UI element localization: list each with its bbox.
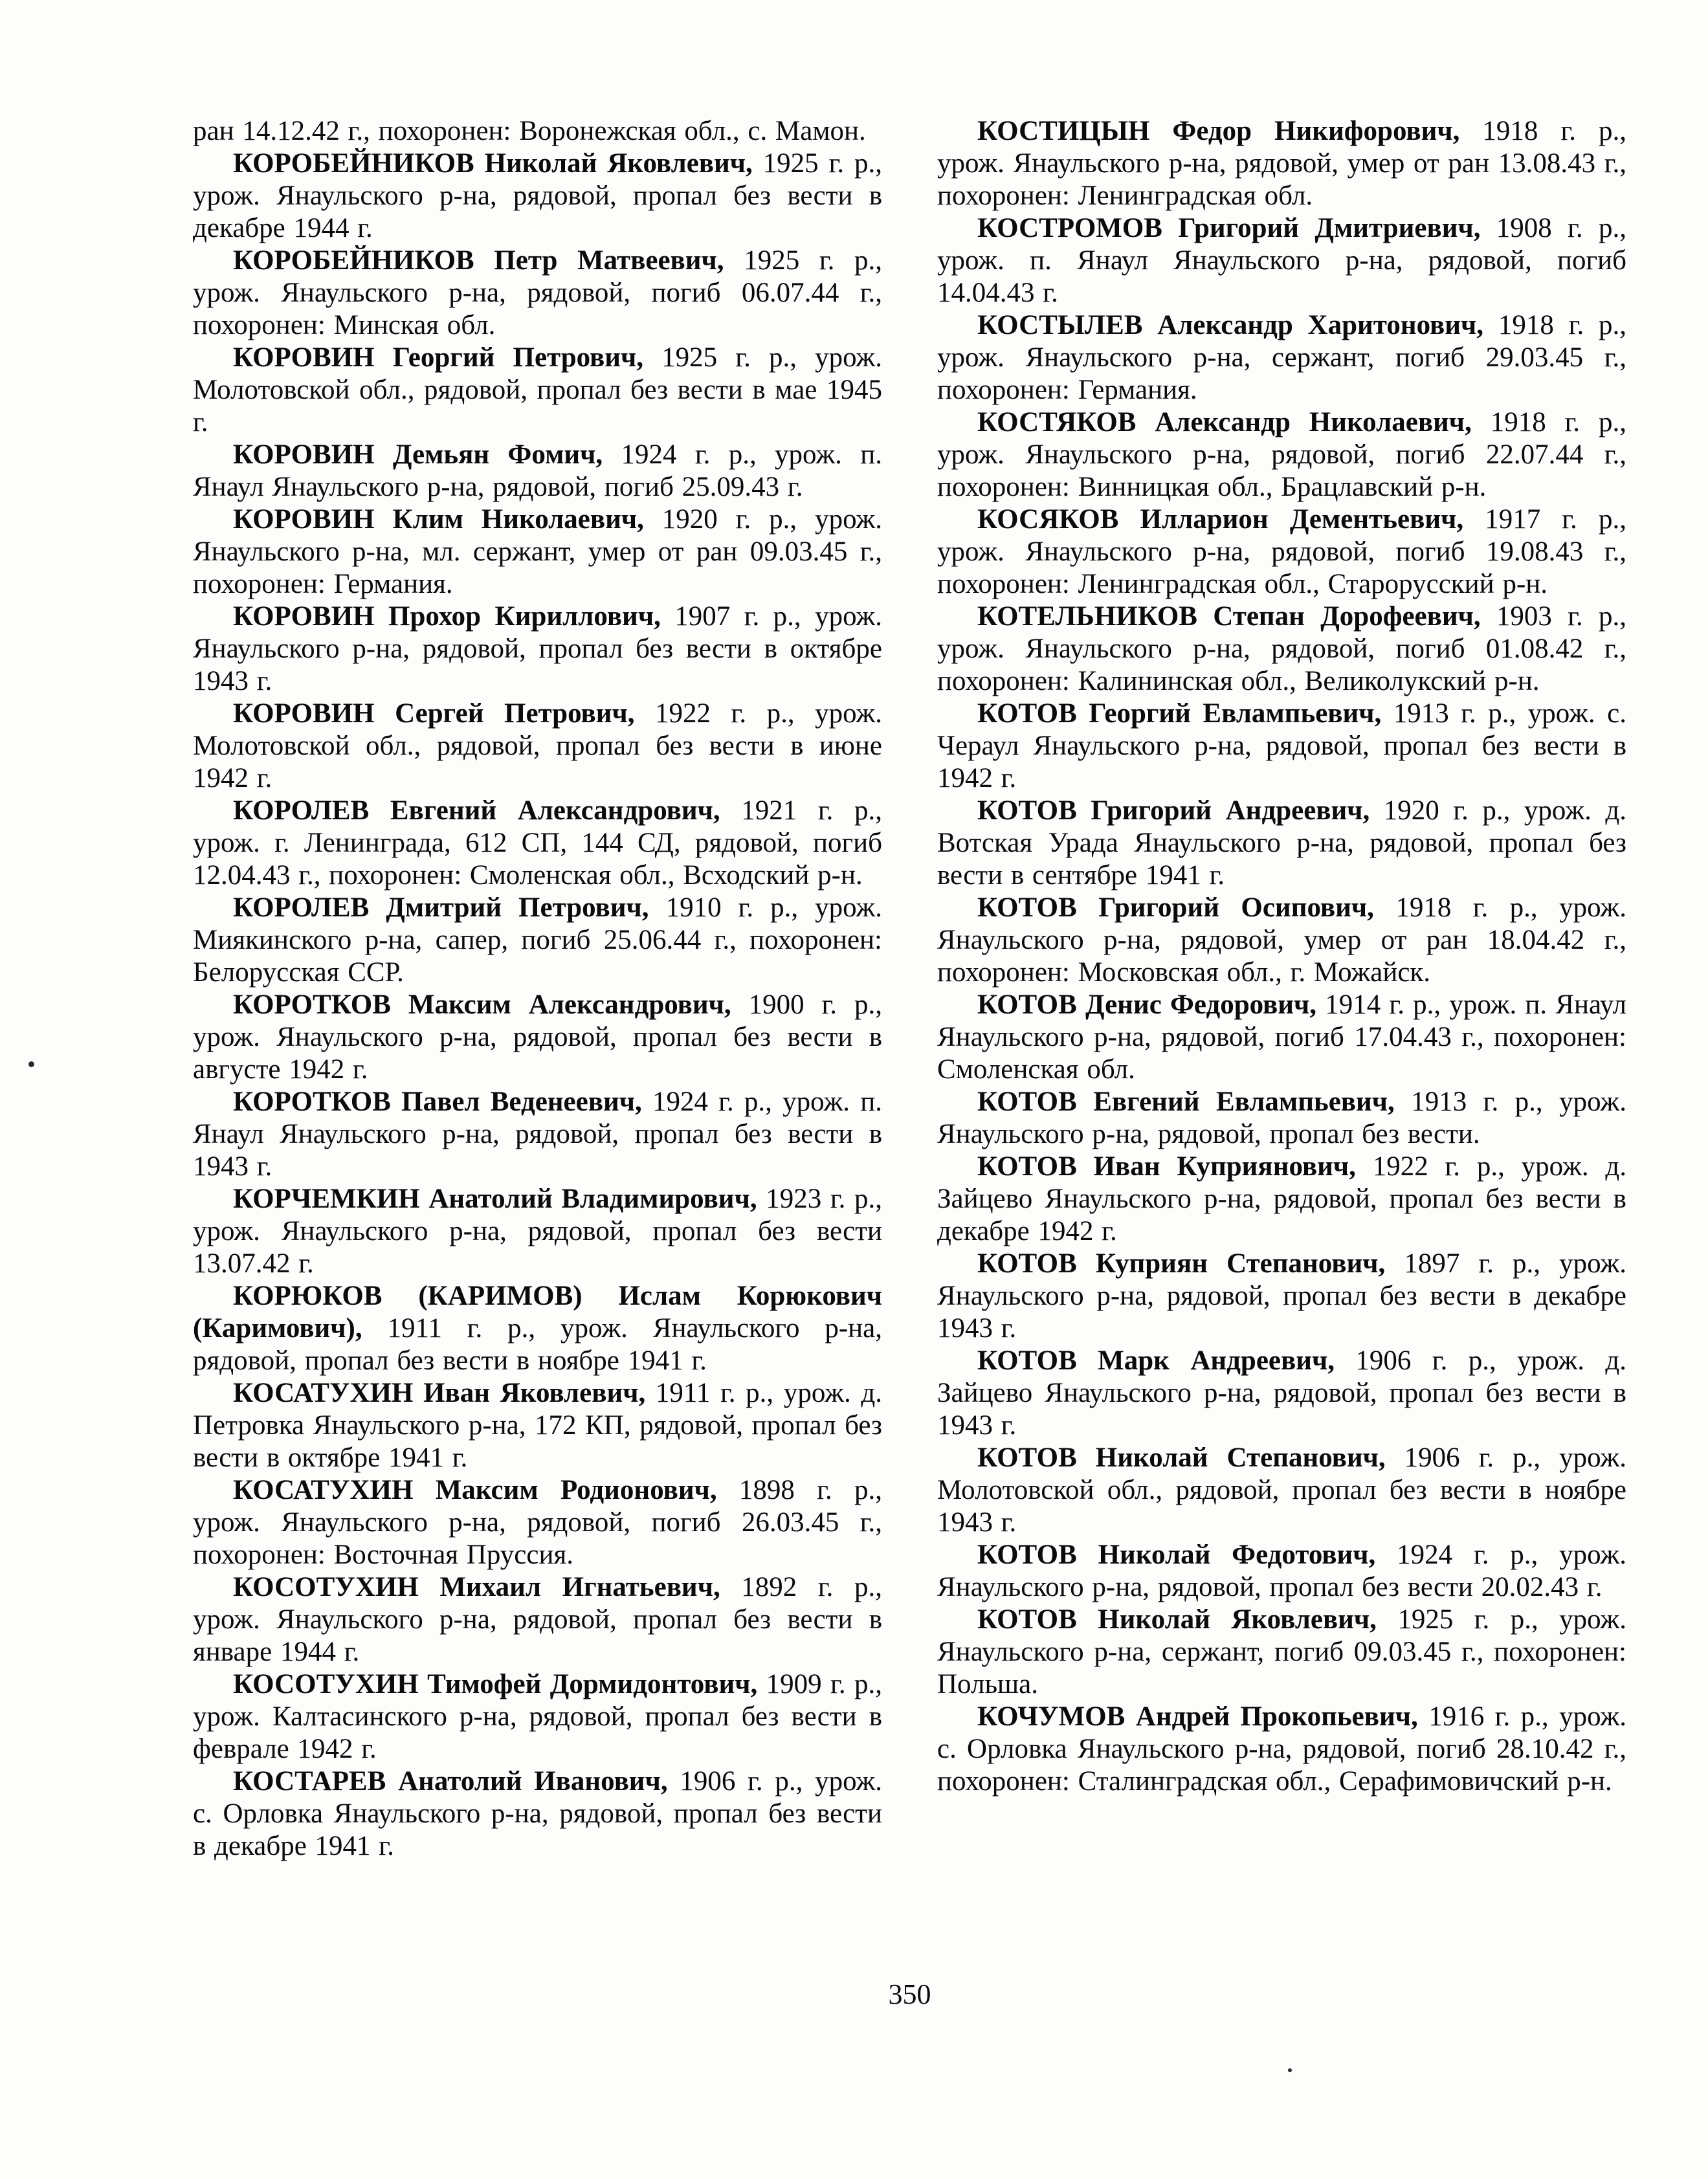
memorial-entry <box>937 1345 1626 1442</box>
entry-text: 1924 г. р., урож. Янаульского р-на, рядовой, пропал без вести 20.02.43 г. <box>937 1540 1626 1602</box>
entry-name: КОРОБЕЙНИКОВ Петр Матвеевич, <box>233 245 724 276</box>
entry-name: КОРОВИН Клим Николаевич, <box>233 504 644 535</box>
text-columns <box>193 115 1626 1863</box>
entry-text: 1925 г. р., урож. Янаульского р-на, рядовой, погиб 06.07.44 г., похоронен: Минская обл. <box>193 245 883 340</box>
entry-name: КОСОТУХИН Тимофей Дормидонтович, <box>233 1669 758 1699</box>
page-number: 350 <box>888 1978 931 2010</box>
memorial-entry <box>193 1571 882 1668</box>
entry-name: КОРОБЕЙНИКОВ Николай Яковлевич, <box>233 148 753 179</box>
entry-name: КОТОВ Георгий Евлампьевич, <box>977 698 1382 729</box>
memorial-entry <box>193 342 882 439</box>
entry-text: 1911 г. р., урож. д. Петровка Янаульского р-на, 172 КП, рядовой, пропал без вести в октябре 1941 г. <box>193 1378 882 1473</box>
entry-name: КОТОВ Григорий Осипович, <box>977 892 1374 923</box>
memorial-entry <box>937 601 1626 698</box>
memorial-entry <box>937 1701 1626 1798</box>
entry-name: КОРЮКОВ (КАРИМОВ) Ислам Корюкович (Каримович), <box>193 1281 882 1344</box>
entry-name: КОРОВИН Прохор Кириллович, <box>233 601 661 632</box>
entry-text: 1921 г. р., урож. г. Ленинграда, 612 СП, 144 СД, рядовой, погиб 12.04.43 г., похоронен: Смоленская обл., Всходский р-н. <box>193 795 882 890</box>
entry-text: 1924 г. р., урож. п. Янаул Янаульского р-на, рядовой, пропал без вести в 1943 г. <box>193 1087 883 1182</box>
entry-name: КОРОВИН Георгий Петрович, <box>233 342 644 373</box>
memorial-entry <box>193 245 882 342</box>
entry-name: КОСТАРЕВ Анатолий Иванович, <box>233 1766 668 1797</box>
memorial-entry <box>193 1668 882 1765</box>
entry-name: КОТОВ Николай Степанович, <box>977 1443 1386 1473</box>
entry-name: КОЧУМОВ Андрей Прокопьевич, <box>977 1701 1418 1732</box>
entry-name: КОТОВ Иван Куприянович, <box>977 1151 1356 1182</box>
entry-text: ран 14.12.42 г., похоронен: Воронежская обл., с. Мамон. <box>193 116 866 146</box>
entry-text: 1906 г. р., урож. д. Зайцево Янаульского р-на, рядовой, пропал без вести в 1943 г. <box>937 1345 1626 1441</box>
memorial-entry <box>937 1539 1626 1604</box>
memorial-entry <box>937 1604 1626 1701</box>
memorial-entry <box>937 1151 1626 1248</box>
scan-speck <box>1288 2068 1292 2072</box>
memorial-entry <box>937 989 1626 1086</box>
scan-speck <box>28 1061 34 1067</box>
entry-name: КОТЕЛЬНИКОВ Степан Дорофеевич, <box>977 601 1481 632</box>
memorial-entry <box>937 892 1626 989</box>
entry-text: 1913 г. р., урож. с. Чераул Янаульского р-на, рядовой, пропал без вести в 1942 г. <box>937 698 1626 793</box>
memorial-entry <box>937 698 1626 795</box>
memorial-entry <box>193 1086 882 1183</box>
entry-name: КОСТЯКОВ Александр Николаевич, <box>977 407 1472 437</box>
memorial-entry <box>937 115 1626 212</box>
entry-text: 1906 г. р., урож. с. Орловка Янаульского р-на, рядовой, пропал без вести в декабре 1941 г. <box>193 1766 882 1861</box>
entry-text: 1922 г. р., урож. Молотовской обл., рядовой, пропал без вести в июне 1942 г. <box>193 698 882 793</box>
memorial-entry <box>937 795 1626 892</box>
memorial-entry <box>193 795 882 892</box>
entry-name: КОСАТУХИН Максим Родионович, <box>233 1475 717 1505</box>
entry-text: 1892 г. р., урож. Янаульского р-на, рядовой, пропал без вести в январе 1944 г. <box>193 1572 882 1667</box>
entry-text: 1925 г. р., урож. Янаульского р-на, сержант, погиб 09.03.45 г., похоронен: Польша. <box>937 1604 1626 1699</box>
entry-text: 1922 г. р., урож. д. Зайцево Янаульского р-на, рядовой, пропал без вести в декабре 1942 г. <box>937 1151 1626 1246</box>
entry-text: 1906 г. р., урож. Молотовской обл., рядовой, пропал без вести в ноябре 1943 г. <box>937 1443 1626 1538</box>
entry-text: 1903 г. р., урож. Янаульского р-на, рядовой, погиб 01.08.42 г., похоронен: Калининская обл., Великолукский р-н. <box>937 601 1626 696</box>
entry-name: КОСТЫЛЕВ Александр Харитонович, <box>977 310 1484 340</box>
entry-text: 1917 г. р., урож. Янаульского р-на, рядовой, погиб 19.08.43 г., похоронен: Ленинградская обл., Старорусский р-н. <box>937 504 1626 599</box>
entry-name: КОТОВ Куприян Степанович, <box>977 1248 1386 1279</box>
entry-text: 1918 г. р., урож. Янаульского р-на, рядовой, умер от ран 13.08.43 г., похоронен: Ленинградская обл. <box>937 116 1626 211</box>
entry-text: 1916 г. р., урож. с. Орловка Янаульского р-на, рядовой, погиб 28.10.42 г., похоронен: Сталинградская обл., Серафимовичский р-н. <box>937 1701 1626 1797</box>
entry-name: КОРОВИН Сергей Петрович, <box>233 698 635 729</box>
memorial-entry <box>193 148 882 245</box>
memorial-entry <box>193 601 882 698</box>
column-left <box>193 115 882 1863</box>
entry-text: 1924 г. р., урож. п. Янаул Янаульского р-на, рядовой, погиб 25.09.43 г. <box>193 439 883 502</box>
entry-text: 1925 г. р., урож. Молотовской обл., рядовой, пропал без вести в мае 1945 г. <box>193 342 882 437</box>
entry-text: 1913 г. р., урож. Янаульского р-на, рядовой, пропал без вести. <box>937 1087 1626 1149</box>
memorial-entry <box>193 115 882 148</box>
entry-text: 1914 г. р., урож. п. Янаул Янаульского р-на, рядовой, погиб 17.04.43 г., похоронен: Смоленская обл. <box>937 990 1626 1085</box>
memorial-entry <box>937 212 1626 309</box>
entry-name: КОТОВ Николай Яковлевич, <box>977 1604 1377 1635</box>
entry-text: 1900 г. р., урож. Янаульского р-на, рядовой, пропал без вести в августе 1942 г. <box>193 990 882 1085</box>
entry-text: 1920 г. р., урож. д. Вотская Урада Янаульского р-на, рядовой, пропал без вести в сентябре 1941 г. <box>937 795 1626 890</box>
entry-text: 1910 г. р., урож. Миякинского р-на, сапер, погиб 25.06.44 г., похоронен: Белорусская ССР. <box>193 892 882 988</box>
entry-text: 1898 г. р., урож. Янаульского р-на, рядовой, погиб 26.03.45 г., похоронен: Восточная Пруссия. <box>193 1475 883 1570</box>
memorial-entry <box>193 1377 882 1474</box>
entry-name: КОРОЛЕВ Дмитрий Петрович, <box>233 892 649 923</box>
memorial-entry <box>193 892 882 989</box>
memorial-entry <box>937 406 1626 503</box>
memorial-entry <box>937 309 1626 406</box>
entry-name: КОСЯКОВ Илларион Дементьевич, <box>977 504 1464 535</box>
entry-name: КОТОВ Григорий Андреевич, <box>977 795 1370 826</box>
column-right <box>937 115 1626 1863</box>
memorial-entry <box>193 1765 882 1863</box>
entry-name: КОТОВ Евгений Евлампьевич, <box>977 1087 1395 1117</box>
entry-name: КОРОТКОВ Максим Александрович, <box>233 990 731 1020</box>
entry-text: 1918 г. р., урож. Янаульского р-на, рядовой, умер от ран 18.04.42 г., похоронен: Московская обл., г. Можайск. <box>937 892 1626 988</box>
entry-text: 1897 г. р., урож. Янаульского р-на, рядовой, пропал без вести в декабре 1943 г. <box>937 1248 1626 1344</box>
entry-text: 1923 г. р., урож. Янаульского р-на, рядовой, пропал без вести 13.07.42 г. <box>193 1184 882 1279</box>
memorial-entry <box>937 1248 1626 1345</box>
entry-text: 1925 г. р., урож. Янаульского р-на, рядовой, пропал без вести в декабре 1944 г. <box>193 148 882 243</box>
entry-text: 1911 г. р., урож. Янаульского р-на, рядовой, пропал без вести в ноябре 1941 г. <box>193 1313 882 1376</box>
entry-name: КОСТИЦЫН Федор Никифорович, <box>977 116 1460 146</box>
memorial-entry <box>193 503 882 601</box>
entry-name: КОТОВ Марк Андреевич, <box>977 1345 1335 1376</box>
entry-text: 1909 г. р., урож. Калтасинского р-на, рядовой, пропал без вести в феврале 1942 г. <box>193 1669 882 1764</box>
memorial-entry <box>937 1442 1626 1539</box>
memorial-entry <box>937 1086 1626 1151</box>
entry-name: КОСОТУХИН Михаил Игнатьевич, <box>233 1572 720 1602</box>
entry-name: КОРЧЕМКИН Анатолий Владимирович, <box>233 1184 757 1214</box>
entry-text: 1908 г. р., урож. п. Янаул Янаульского р-на, рядовой, погиб 14.04.43 г. <box>937 213 1626 308</box>
entry-text: 1918 г. р., урож. Янаульского р-на, сержант, погиб 29.03.45 г., похоронен: Германия. <box>937 310 1626 405</box>
entry-name: КОСАТУХИН Иван Яковлевич, <box>233 1378 646 1408</box>
entry-name: КОРОТКОВ Павел Веденеевич, <box>233 1087 642 1117</box>
entry-text: 1920 г. р., урож. Янаульского р-на, мл. сержант, умер от ран 09.03.45 г., похоронен: Германия. <box>193 504 882 599</box>
entry-name: КОТОВ Денис Федорович, <box>977 990 1317 1020</box>
entry-name: КОРОЛЕВ Евгений Александрович, <box>233 795 720 826</box>
entry-name: КОТОВ Николай Федотович, <box>977 1540 1376 1570</box>
memorial-entry <box>193 1183 882 1280</box>
memorial-entry <box>193 698 882 795</box>
memorial-entry <box>193 1280 882 1377</box>
entry-text: 1907 г. р., урож. Янаульского р-на, рядовой, пропал без вести в октябре 1943 г. <box>193 601 882 696</box>
entry-name: КОСТРОМОВ Григорий Дмитриевич, <box>977 213 1481 243</box>
memorial-entry <box>193 989 882 1086</box>
memorial-entry <box>193 1474 882 1571</box>
memorial-entry <box>937 503 1626 601</box>
memorial-entry <box>193 439 882 503</box>
entry-name: КОРОВИН Демьян Фомич, <box>233 439 603 470</box>
entry-text: 1918 г. р., урож. Янаульского р-на, рядовой, погиб 22.07.44 г., похоронен: Винницкая обл., Брацлавский р-н. <box>937 407 1626 502</box>
